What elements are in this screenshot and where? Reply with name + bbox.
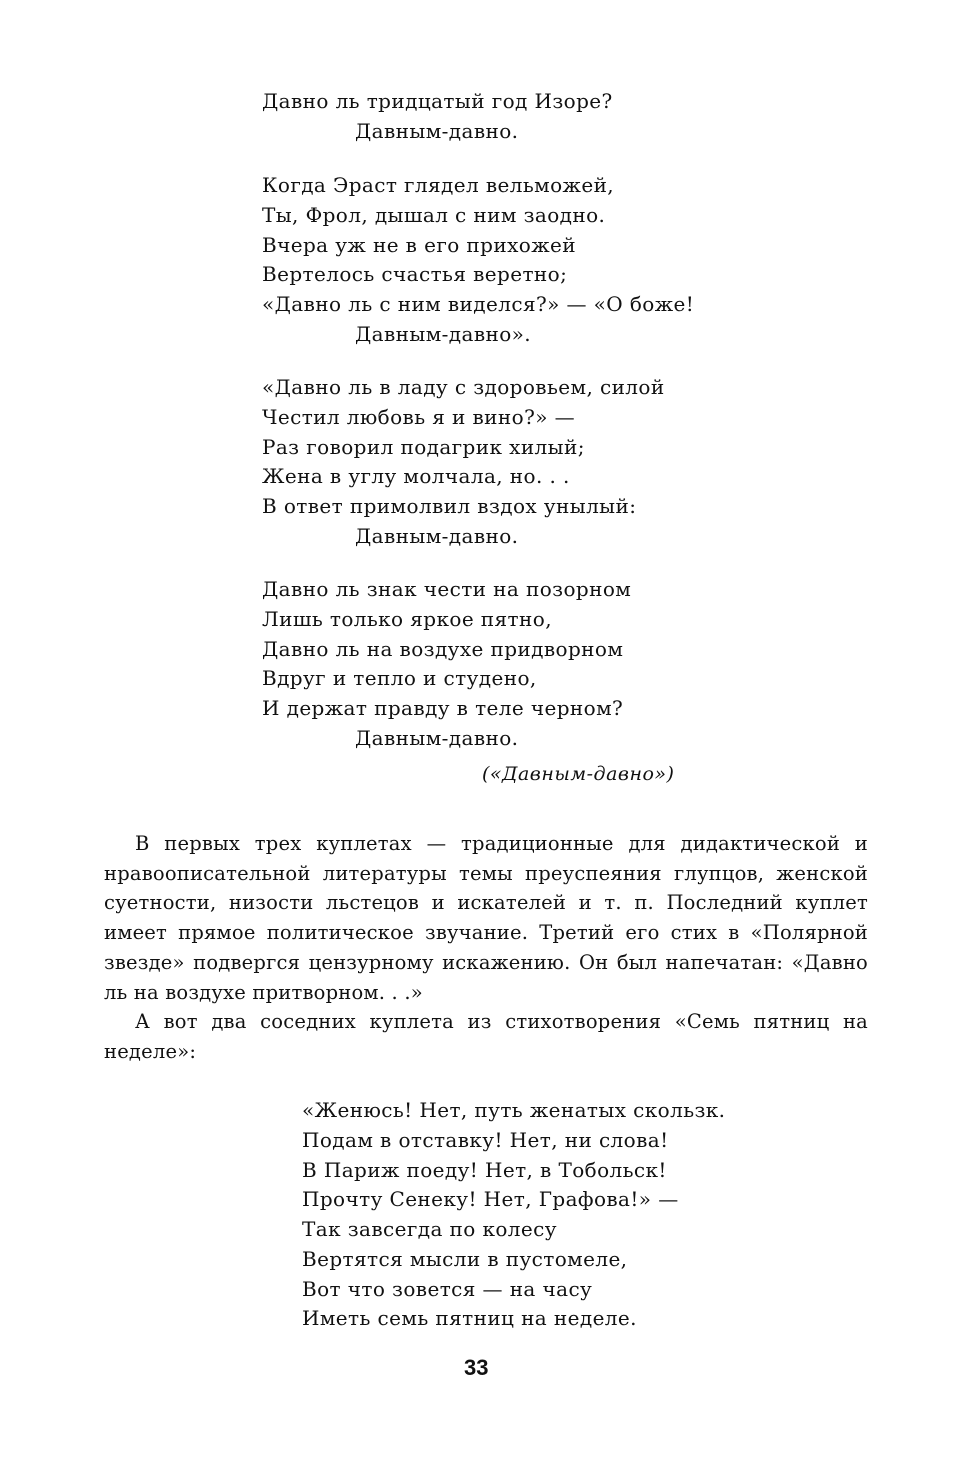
poem-attribution: («Давным-давно») [482,763,675,785]
poem-line: Вертелось счастья веретно; [262,262,568,286]
quoted-poem-line: «Женюсь! Нет, путь женатых скользк. [302,1098,726,1122]
quoted-poem-line: Иметь семь пятниц на неделе. [302,1306,637,1330]
poem-line: Давно ль тридцатый год Изоре? [262,89,613,113]
prose-paragraph: В первых трех куплетах — традиционные для дидактической и нравоописательной литературы темы преуспеяния глупцов, женской суетности, низости льстецов и искателей и т. п. Последний куплет имеет прямое политическое звучание. Третий его стих в «Полярной звезде» подвергся цензурному искажению. Он был напечатан: «Давно ль на воздухе притворном. . .» [104,832,868,1004]
poem-line: Честил любовь я и вино?» — [262,405,575,429]
poem-line: Ты, Фрол, дышал с ним заодно. [262,203,606,227]
quoted-poem-line: Прочту Сенеку! Нет, Графова!» — [302,1187,679,1211]
quoted-poem-line: Подам в отставку! Нет, ни слова! [302,1128,669,1152]
poem-line: Жена в углу молчала, но. . . [262,464,570,488]
poem-refrain: Давным-давно». [355,322,532,346]
page-number: 33 [464,1355,489,1380]
prose-paragraph: А вот два соседних куплета из стихотворения «Семь пятниц на неделе»: [104,1010,868,1063]
poem-line: Когда Эраст глядел вельможей, [262,173,615,197]
poem-refrain: Давным-давно. [355,524,519,548]
poem-line: Давно ль знак чести на позорном [262,577,632,601]
poem-line: И держат правду в теле черном? [262,696,624,720]
poem-line: Лишь только яркое пятно, [262,607,552,631]
poem-line: «Давно ль в ладу с здоровьем, силой [262,375,665,399]
quoted-poem-line: Вертятся мысли в пустомеле, [302,1247,628,1271]
poem-line: «Давно ль с ним виделся?» — «О боже! [262,292,695,316]
quoted-poem-line: В Париж поеду! Нет, в Тобольск! [302,1158,667,1182]
poem-line: Вчера уж не в его прихожей [262,233,576,257]
poem-line: Давно ль на воздухе придворном [262,637,624,661]
quoted-poem-line: Так завсегда по колесу [302,1217,557,1241]
poem-line: Раз говорил подагрик хилый; [262,435,585,459]
quoted-poem-line: Вот что зовется — на часу [302,1277,593,1301]
poem-line: Вдруг и тепло и студено, [262,666,537,690]
poem-refrain: Давным-давно. [355,726,519,750]
poem-line: В ответ примолвил вздох унылый: [262,494,637,518]
poem-refrain: Давным-давно. [355,119,519,143]
